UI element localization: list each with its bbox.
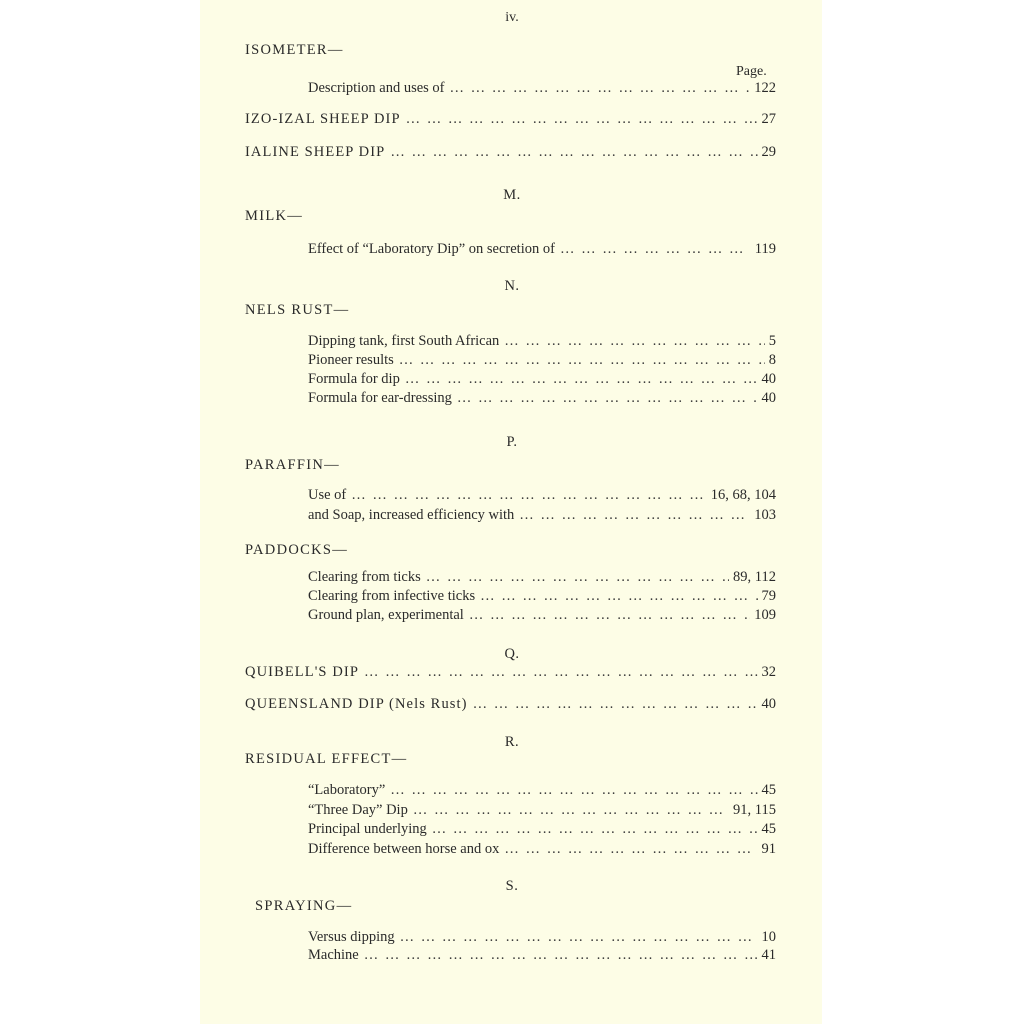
entry-pages: 122 <box>754 80 776 96</box>
index-entry <box>308 506 776 524</box>
section-letter-p: P. <box>506 434 518 450</box>
leader-dots <box>406 110 758 128</box>
leader-dots <box>480 587 757 605</box>
entry-label: QUIBELL'S DIP <box>245 664 359 680</box>
index-entry <box>308 587 776 605</box>
entry-pages: 91, 115 <box>733 802 776 818</box>
entry-label: Use of <box>308 487 347 503</box>
entry-pages: 16, 68, 104 <box>710 487 776 503</box>
leader-dots <box>450 79 751 97</box>
index-entry-queensland <box>245 695 776 713</box>
entry-pages: 29 <box>761 144 776 160</box>
index-entry-ialine <box>245 143 776 161</box>
leader-dots <box>400 928 758 946</box>
index-entry <box>308 351 776 369</box>
leader-dots <box>364 663 758 681</box>
entry-pages: 40 <box>761 696 776 712</box>
entry-pages: 27 <box>761 111 776 127</box>
leader-dots <box>390 781 757 799</box>
entry-label: QUEENSLAND DIP (Nels Rust) <box>245 696 468 712</box>
leader-dots <box>504 332 764 350</box>
entry-pages: 89, 112 <box>733 569 776 585</box>
entry-pages: 91 <box>761 841 776 857</box>
index-entry <box>308 840 776 858</box>
entry-pages: 40 <box>761 371 776 387</box>
index-entry <box>308 781 776 799</box>
index-entry <box>308 928 776 946</box>
entry-label: Effect of “Laboratory Dip” on secretion of <box>308 241 555 257</box>
section-letter-m: M. <box>503 187 521 203</box>
section-letter-r: R. <box>504 734 520 750</box>
entry-pages: 45 <box>761 821 776 837</box>
heading-residual-effect: RESIDUAL EFFECT— <box>245 751 408 767</box>
entry-pages: 119 <box>754 241 776 257</box>
leader-dots <box>426 568 729 586</box>
entry-label: Versus dipping <box>308 929 395 945</box>
leader-dots <box>457 389 758 407</box>
entry-pages: 5 <box>768 333 776 349</box>
entry-label: Description and uses of <box>308 80 445 96</box>
entry-label: Formula for dip <box>308 371 400 387</box>
index-entry <box>308 801 776 819</box>
leader-dots <box>364 946 758 964</box>
entry-label: and Soap, increased efficiency with <box>308 507 515 523</box>
entry-pages: 8 <box>768 352 776 368</box>
entry-pages: 45 <box>761 782 776 798</box>
entry-pages: 32 <box>761 664 776 680</box>
entry-pages: 103 <box>754 507 776 523</box>
entry-label: “Laboratory” <box>308 782 386 798</box>
leader-dots <box>432 820 758 838</box>
index-entry-quibells <box>245 663 776 681</box>
leader-dots <box>519 506 750 524</box>
index-entry <box>308 568 776 586</box>
index-entry <box>308 370 776 388</box>
entry-label: Difference between horse and ox <box>308 841 500 857</box>
entry-pages: 109 <box>754 607 776 623</box>
index-entry <box>308 389 776 407</box>
heading-nels-rust: NELS RUST— <box>245 302 350 318</box>
leader-dots <box>504 840 757 858</box>
index-entry <box>308 332 776 350</box>
leader-dots <box>473 695 758 713</box>
page-number: iv. <box>505 10 519 25</box>
section-letter-s: S. <box>505 878 519 894</box>
entry-label: Clearing from ticks <box>308 569 421 585</box>
leader-dots <box>351 486 706 504</box>
index-entry <box>308 946 776 964</box>
leader-dots <box>405 370 758 388</box>
index-entry-izo-izal <box>245 110 776 128</box>
heading-paraffin: PARAFFIN— <box>245 457 340 473</box>
leader-dots <box>413 801 729 819</box>
entry-label: Ground plan, experimental <box>308 607 464 623</box>
index-entry <box>308 240 776 258</box>
entry-label: “Three Day” Dip <box>308 802 408 818</box>
heading-spraying: SPRAYING— <box>255 898 353 914</box>
index-entry <box>308 79 776 97</box>
entry-label: Principal underlying <box>308 821 427 837</box>
heading-paddocks: PADDOCKS— <box>245 542 349 558</box>
entry-label: Formula for ear-dressing <box>308 390 452 406</box>
entry-label: IALINE SHEEP DIP <box>245 144 386 160</box>
entry-label: IZO-IZAL SHEEP DIP <box>245 111 401 127</box>
entry-label: Machine <box>308 947 359 963</box>
index-entry <box>308 606 776 624</box>
entry-label: Dipping tank, first South African <box>308 333 500 349</box>
entry-pages: 10 <box>761 929 776 945</box>
index-entry <box>308 820 776 838</box>
leader-dots <box>399 351 765 369</box>
leader-dots <box>469 606 750 624</box>
entry-pages: 41 <box>761 947 776 963</box>
heading-milk: MILK— <box>245 208 304 224</box>
page-column-label: Page. <box>736 64 767 79</box>
leader-dots <box>390 143 757 161</box>
heading-isometer: ISOMETER— <box>245 42 344 58</box>
entry-pages: 79 <box>761 588 776 604</box>
entry-label: Pioneer results <box>308 352 394 368</box>
section-letter-n: N. <box>504 278 520 294</box>
section-letter-q: Q. <box>504 646 520 662</box>
leader-dots <box>560 240 751 258</box>
entry-pages: 40 <box>761 390 776 406</box>
entry-label: Clearing from infective ticks <box>308 588 476 604</box>
index-entry <box>308 486 776 504</box>
